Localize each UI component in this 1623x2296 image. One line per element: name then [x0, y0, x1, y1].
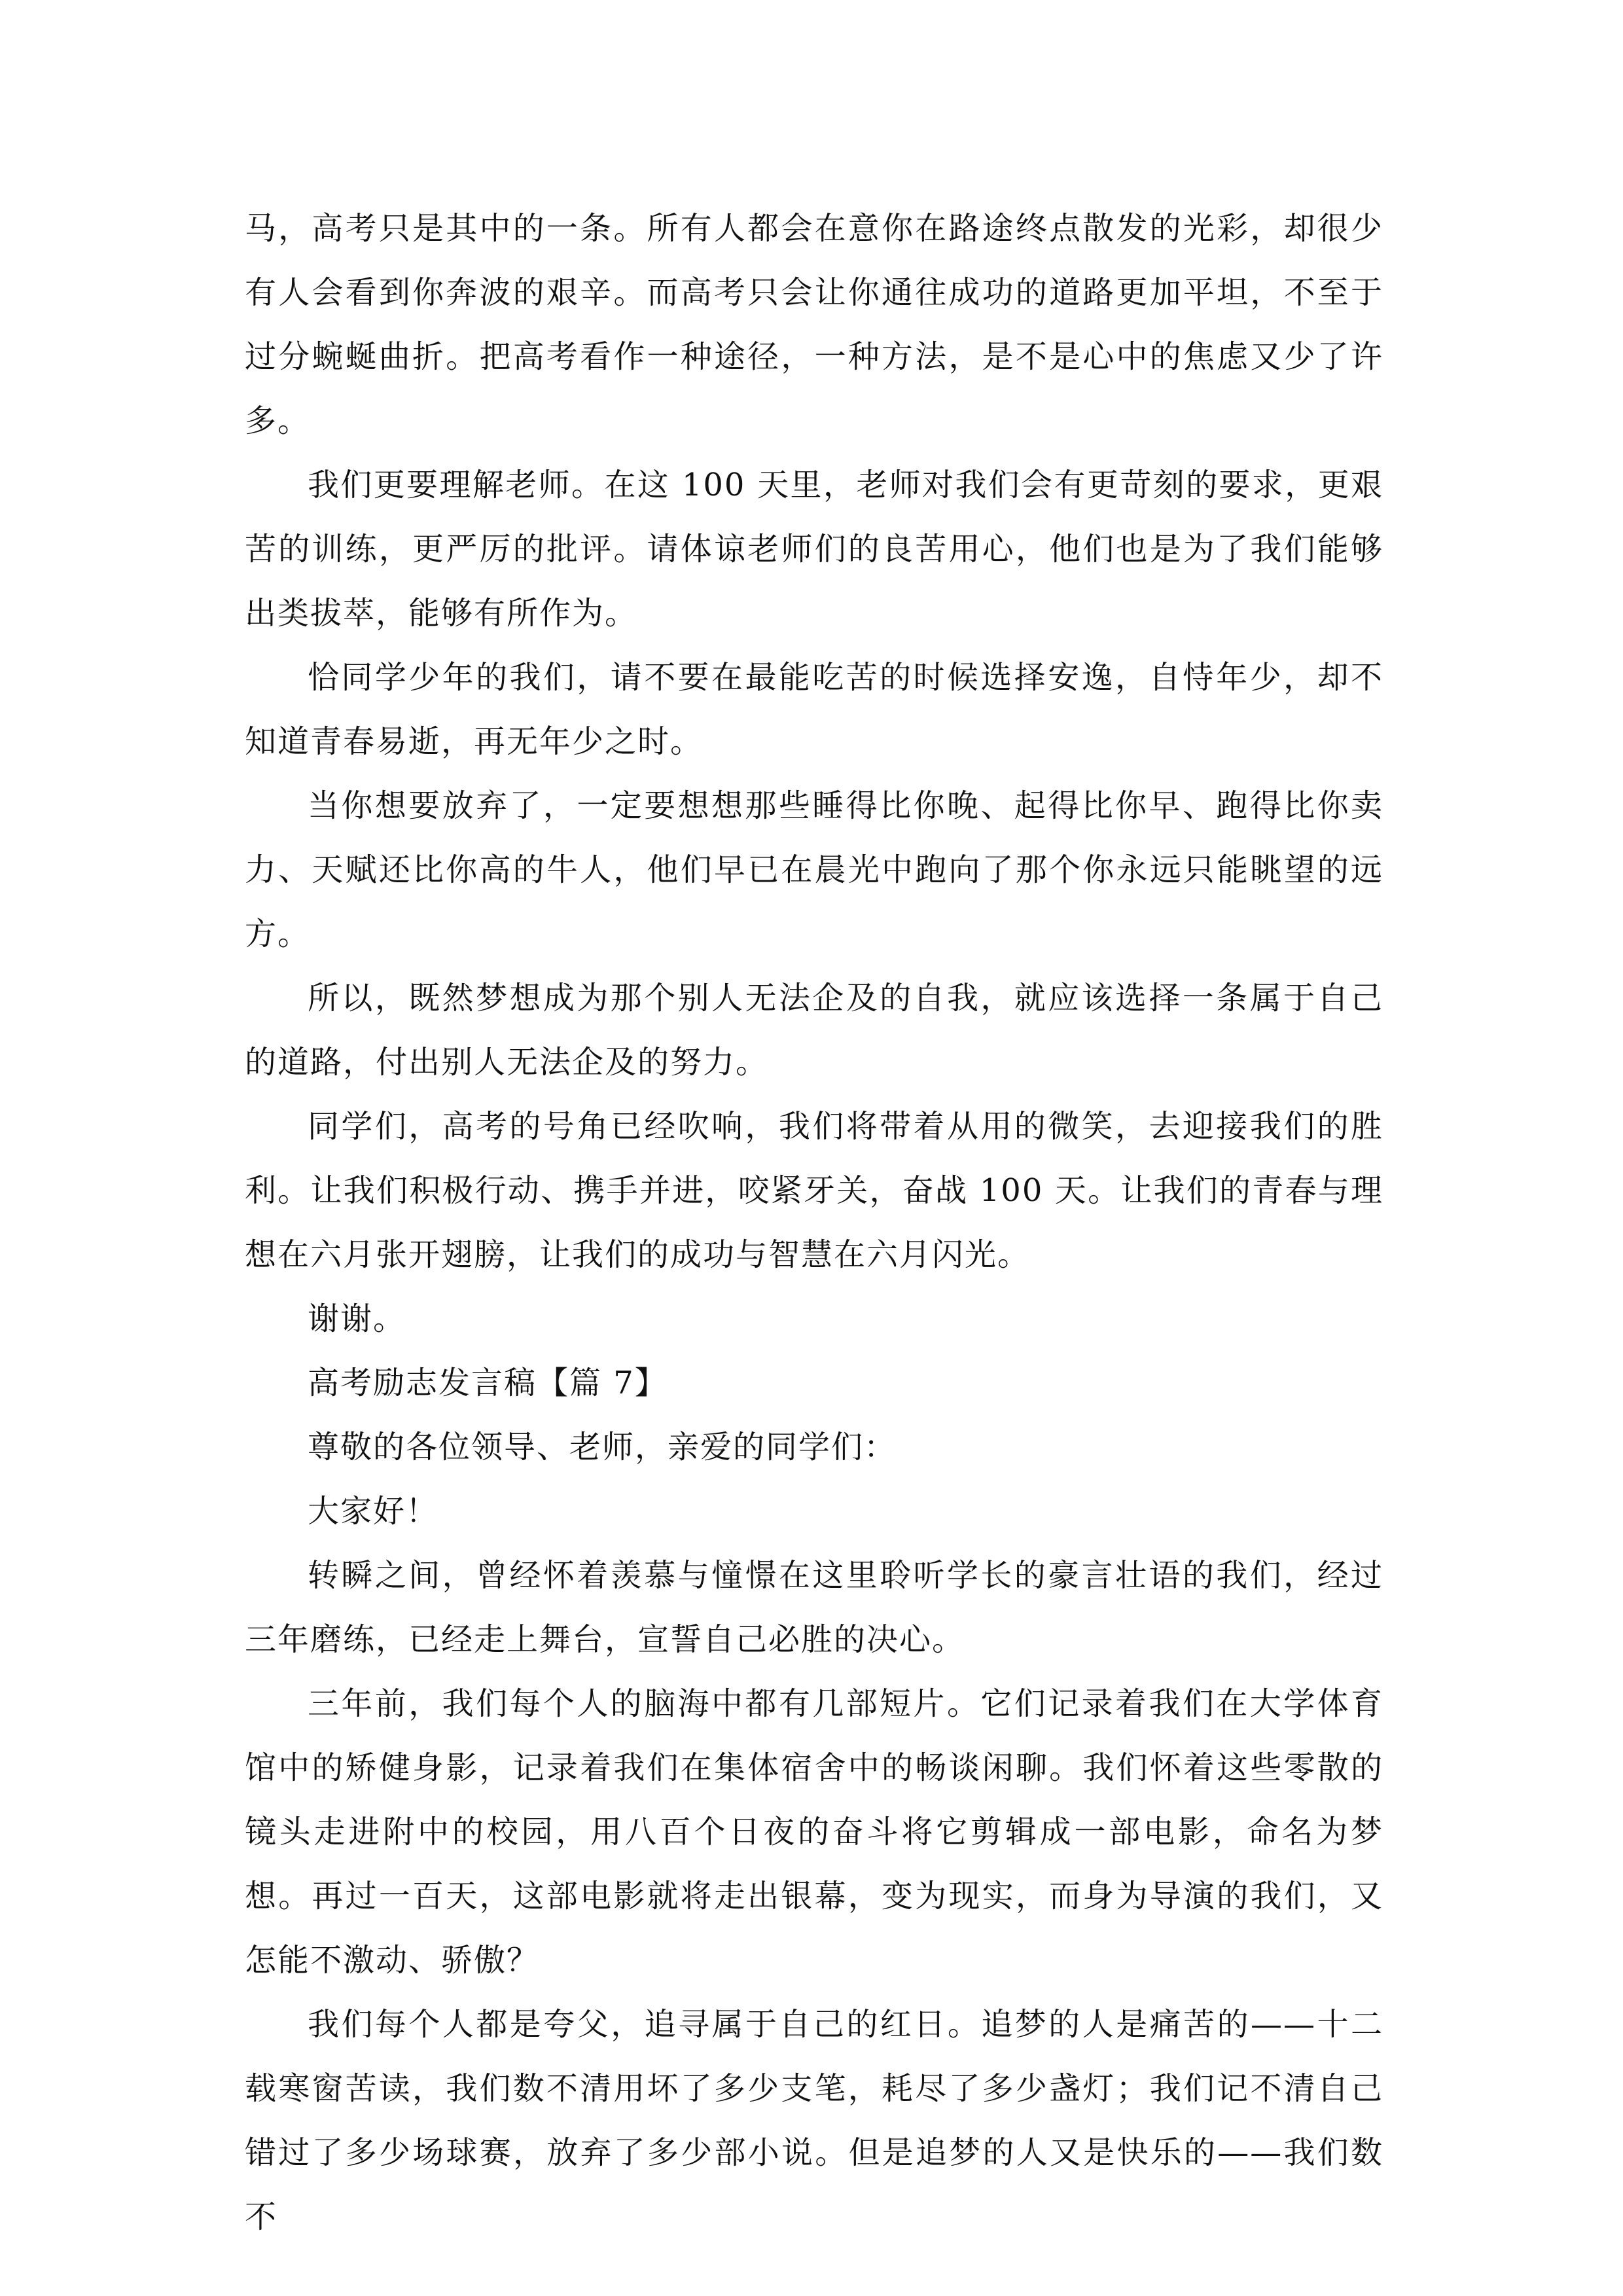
paragraph: 恰同学少年的我们，请不要在最能吃苦的时候选择安逸，自恃年少，却不知道青春易逝，再无年少之时。 — [245, 659, 1383, 760]
paragraph: 当你想要放弃了，一定要想想那些睡得比你晚、起得比你早、跑得比你卖力、天赋还比你高的牛人，他们早已在晨光中跑向了那个你永远只能眺望的远方。 — [245, 787, 1383, 952]
closing-thanks: 谢谢。 — [308, 1300, 406, 1337]
paragraph: 所以，既然梦想成为那个别人无法企及的自我，就应该选择一条属于自己的道路，付出别人无法企及的努力。 — [245, 980, 1383, 1081]
document-body — [245, 196, 1383, 2249]
section-heading: 高考励志发言稿【篇 7】 — [308, 1365, 668, 1401]
paragraph: 同学们，高考的号角已经吹响，我们将带着从用的微笑，去迎接我们的胜利。让我们积极行动、携手并进，咬紧牙关，奋战 100 天。让我们的青春与理想在六月张开翅膀，让我们的成功与智慧在六月闪光。 — [245, 1108, 1383, 1273]
paragraph: 转瞬之间，曾经怀着羡慕与憧憬在这里聆听学长的豪言壮语的我们，经过三年磨练，已经走上舞台，宣誓自己必胜的决心。 — [245, 1557, 1383, 1658]
paragraph-continued: 马，高考只是其中的一条。所有人都会在意你在路途终点散发的光彩，却很少有人会看到你奔波的艰辛。而高考只会让你通往成功的道路更加平坦，不至于过分蜿蜒曲折。把高考看作一种途径，一种方法，是不是心中的焦虑又少了许多。 — [245, 210, 1383, 439]
paragraph: 三年前，我们每个人的脑海中都有几部短片。它们记录着我们在大学体育馆中的矫健身影，记录着我们在集体宿舍中的畅谈闲聊。我们怀着这些零散的镜头走进附中的校园，用八百个日夜的奋斗将它剪辑成一部电影，命名为梦想。再过一百天，这部电影就将走出银幕，变为现实，而身为导演的我们，又怎能不激动、骄傲？ — [245, 1685, 1383, 1979]
greeting: 大家好！ — [308, 1493, 439, 1530]
paragraph: 我们每个人都是夸父，追寻属于自己的红日。追梦的人是痛苦的——十二载寒窗苦读，我们数不清用坏了多少支笔，耗尽了多少盏灯；我们记不清自己错过了多少场球赛，放弃了多少部小说。但是追梦的人又是快乐的——我们数不 — [245, 2006, 1383, 2235]
paragraph: 我们更要理解老师。在这 100 天里，老师对我们会有更苛刻的要求，更艰苦的训练，更严厉的批评。请体谅老师们的良苦用心，他们也是为了我们能够出类拔萃，能够有所作为。 — [245, 467, 1383, 632]
salutation: 尊敬的各位领导、老师，亲爱的同学们： — [308, 1429, 897, 1465]
